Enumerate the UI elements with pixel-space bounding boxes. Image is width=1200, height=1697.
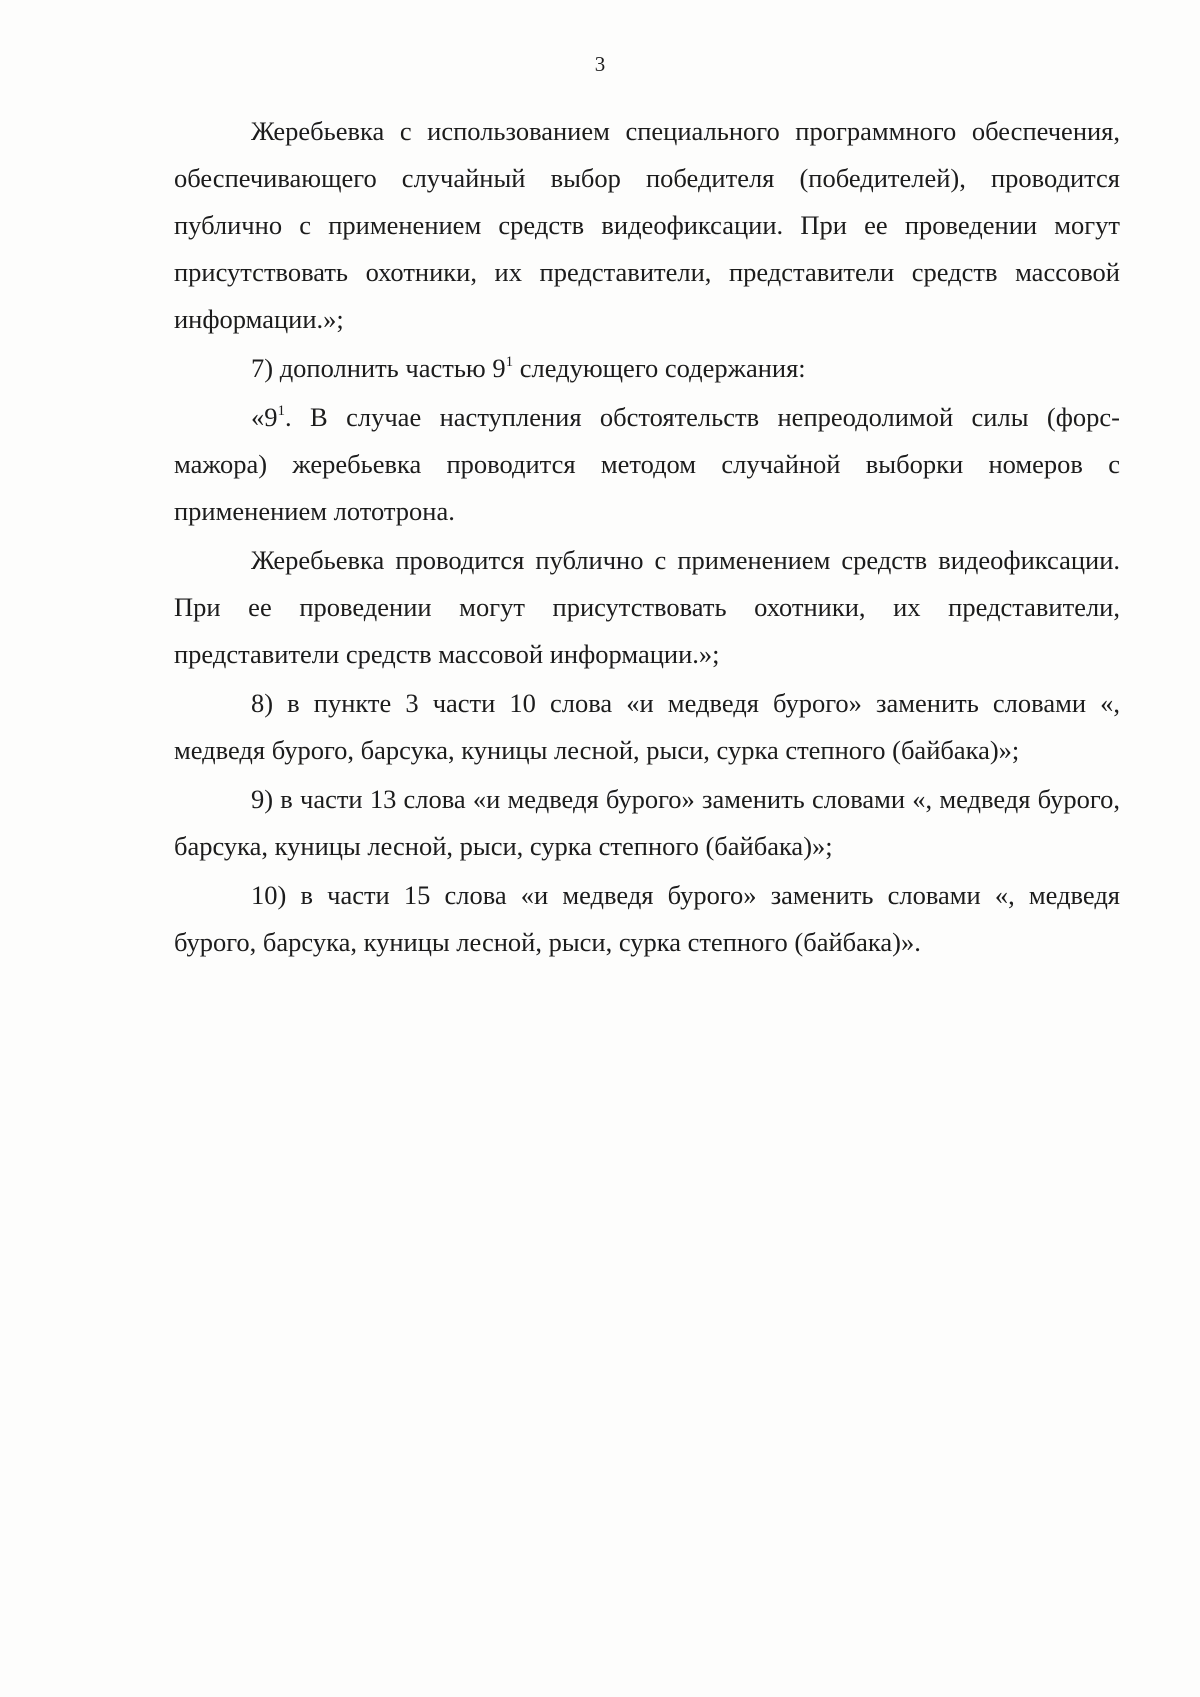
paragraph-item-7 <box>174 345 1120 392</box>
superscript-marker: 1 <box>505 354 514 370</box>
item-7-text: 7) дополнить частью 9 <box>251 353 506 383</box>
part-9-1-text: . В случае наступления обстоятельств непреодолимой силы (форс-мажора) жеребьевка проводится методом случайной выборки номеров с применением лототрона. <box>174 402 1120 526</box>
paragraph-lottery-software: Жеребьевка с использованием специального программного обеспечения, обеспечивающего случайный выбор победителя (победителей), проводится публично с применением средств видеофиксации. При ее проведении могут присутствовать охотники, их представители, представители средств массовой информации.»; <box>174 116 1120 334</box>
paragraph-item-9: 9) в части 13 слова «и медведя бурого» заменить словами «, медведя бурого, барсука, куницы лесной, рыси, сурка степного (байбака)»; <box>174 784 1120 861</box>
page-number: 3 <box>594 52 606 76</box>
paragraph-item-8: 8) в пункте 3 части 10 слова «и медведя бурого» заменить словами «, медведя бурого, барсука, куницы лесной, рыси, сурка степного (байбака)»; <box>174 688 1120 765</box>
paragraph-part-9-1 <box>174 394 1120 535</box>
paragraph-lottery-public: Жеребьевка проводится публично с применением средств видеофиксации. При ее проведении могут присутствовать охотники, их представители, представители средств массовой информации.»; <box>174 545 1120 669</box>
item-7-tail: следующего содержания: <box>513 353 806 383</box>
document-body <box>174 108 1120 968</box>
superscript-marker: 1 <box>277 403 285 419</box>
paragraph-item-10: 10) в части 15 слова «и медведя бурого» заменить словами «, медведя бурого, барсука, куницы лесной, рыси, сурка степного (байбака)». <box>174 880 1120 957</box>
part-9-1-lead: «9 <box>251 402 278 432</box>
